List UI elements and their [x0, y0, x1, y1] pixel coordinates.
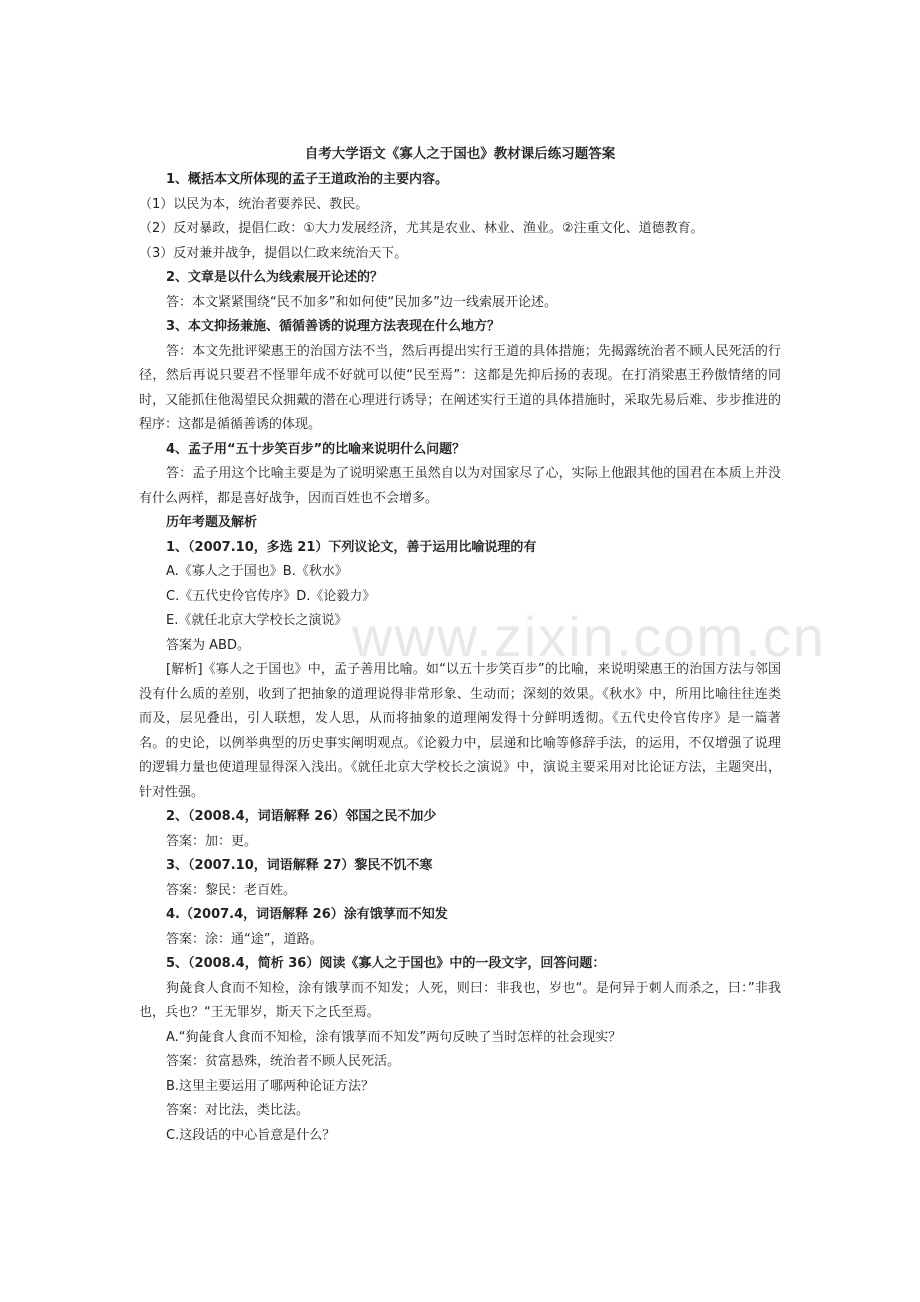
- answer-line: （3）反对兼并战争，提倡以仁政来统治天下。: [139, 245, 408, 261]
- watermark: www.zixin.com.cn: [352, 605, 826, 668]
- quoted-passage: 狗彘食人食而不知检，涂有饿莩而不知发；人死，则曰：非我也，岁也“。是何异于刺人而杀之，曰：”非我也，兵也？“王无罪岁，斯天下之氏至焉。: [139, 980, 781, 1020]
- answer-line: （1）以民为本，统治者要养民、教民。: [139, 196, 369, 212]
- question-3: 3、本文抑扬兼施、循循善诱的说理方法表现在什么地方？: [166, 319, 501, 334]
- answer-paragraph: 答：本文先批评梁惠王的治国方法不当，然后再提出实行王道的具体措施；先揭露统治者不顾人民死活的行径，然后再说只要君不怪罪年成不好就可以使“民至焉”：这都是先抑后扬的表现。在打消梁惠王矜傲情绪的同时，又能抓住他渴望民众拥戴的潜在心理进行诱导；在阐述实行王道的具体措施时，采取先易后难、步步推进的程序：这都是循循善诱的体现。: [139, 343, 781, 432]
- exam-question-3: 3、（2007.10，词语解释 27）黎民不饥不寒: [166, 858, 433, 873]
- answer-line: 答案：涂：通“途”，道路。: [166, 931, 323, 947]
- exam-question-4: 4.（2007.4，词语解释 26）涂有饿莩而不知发: [166, 907, 448, 922]
- answer-line: 答：本文紧紧围绕“民不加多”和如何使“民加多”边一线索展开论述。: [166, 294, 557, 310]
- sub-question: B.这里主要运用了哪两种论证方法？: [166, 1078, 375, 1094]
- answer-line: 答案：黎民：老百姓。: [166, 882, 297, 898]
- sub-question: A.“狗彘食人食而不知检，涂有饿莩而不知发”两句反映了当时怎样的社会现实？: [166, 1029, 622, 1045]
- answer-line: 答案：贫富悬殊，统治者不顾人民死活。: [166, 1054, 401, 1069]
- question-4: 4、孟子用“五十步笑百步”的比喻来说明什么问题？: [166, 441, 466, 457]
- page-title: 自考大学语文《寡人之于国也》教材课后练习题答案: [304, 146, 616, 162]
- answer-line: 答案为 ABD。: [166, 637, 250, 653]
- analysis-paragraph: [解析]《寡人之于国也》中，孟子善用比喻。如“以五十步笑百步”的比喻，来说明梁惠王的治国方法与邻国没有什么质的差别，收到了把抽象的道理说得非常形象、生动而；深刻的效果。《秋水》中，所用比喻往往连类而及，层见叠出，引人联想，发人思，从而将抽象的道理阐发得十分鲜明透彻。《五代史伶官传序》是一篇著名。的史论，以例举典型的历史事实阐明观点。《论毅力中，层递和比喻等修辞手法，的运用，不仅增强了说理的逻辑力量也使道理显得深入浅出。《就任北京大学校长之演说》中，演说主要采用对比论证方法，主题突出，针对性强。: [139, 662, 781, 800]
- question-2: 2、文章是以什么为线索展开论述的？: [166, 270, 384, 285]
- option-line: C.《五代史伶官传序》D.《论毅力》: [166, 588, 376, 604]
- exam-question-1: 1、（2007.10，多选 21）下列议论文，善于运用比喻说理的有: [166, 539, 537, 555]
- option-line: A.《寡人之于国也》B.《秋水》: [166, 564, 348, 579]
- question-1: 1、概括本文所体现的孟子王道政治的主要内容。: [166, 172, 449, 187]
- answer-line: 答案：对比法，类比法。: [166, 1103, 310, 1118]
- exam-question-5: 5、（2008.4，简析 36）阅读《寡人之于国也》中的一段文字，回答问题：: [166, 956, 606, 971]
- sub-question: C.这段话的中心旨意是什么？: [166, 1127, 336, 1143]
- option-line: E.《就任北京大学校长之演说》: [166, 613, 348, 628]
- document-body: [139, 168, 781, 1148]
- answer-paragraph: 答：孟子用这个比喻主要是为了说明梁惠王虽然自以为对国家尽了心，实际上他跟其他的国君在本质上并没有什么两样，都是喜好战争，因而百姓也不会增多。: [139, 466, 781, 506]
- section-heading: 历年考题及解析: [166, 515, 258, 530]
- exam-question-2: 2、（2008.4，词语解释 26）邻国之民不加少: [166, 809, 437, 824]
- answer-line: 答案：加：更。: [166, 833, 258, 849]
- answer-line: （2）反对暴政，提倡仁政：①大力发展经济，尤其是农业、林业、渔业。②注重文化、道德教育。: [139, 221, 704, 236]
